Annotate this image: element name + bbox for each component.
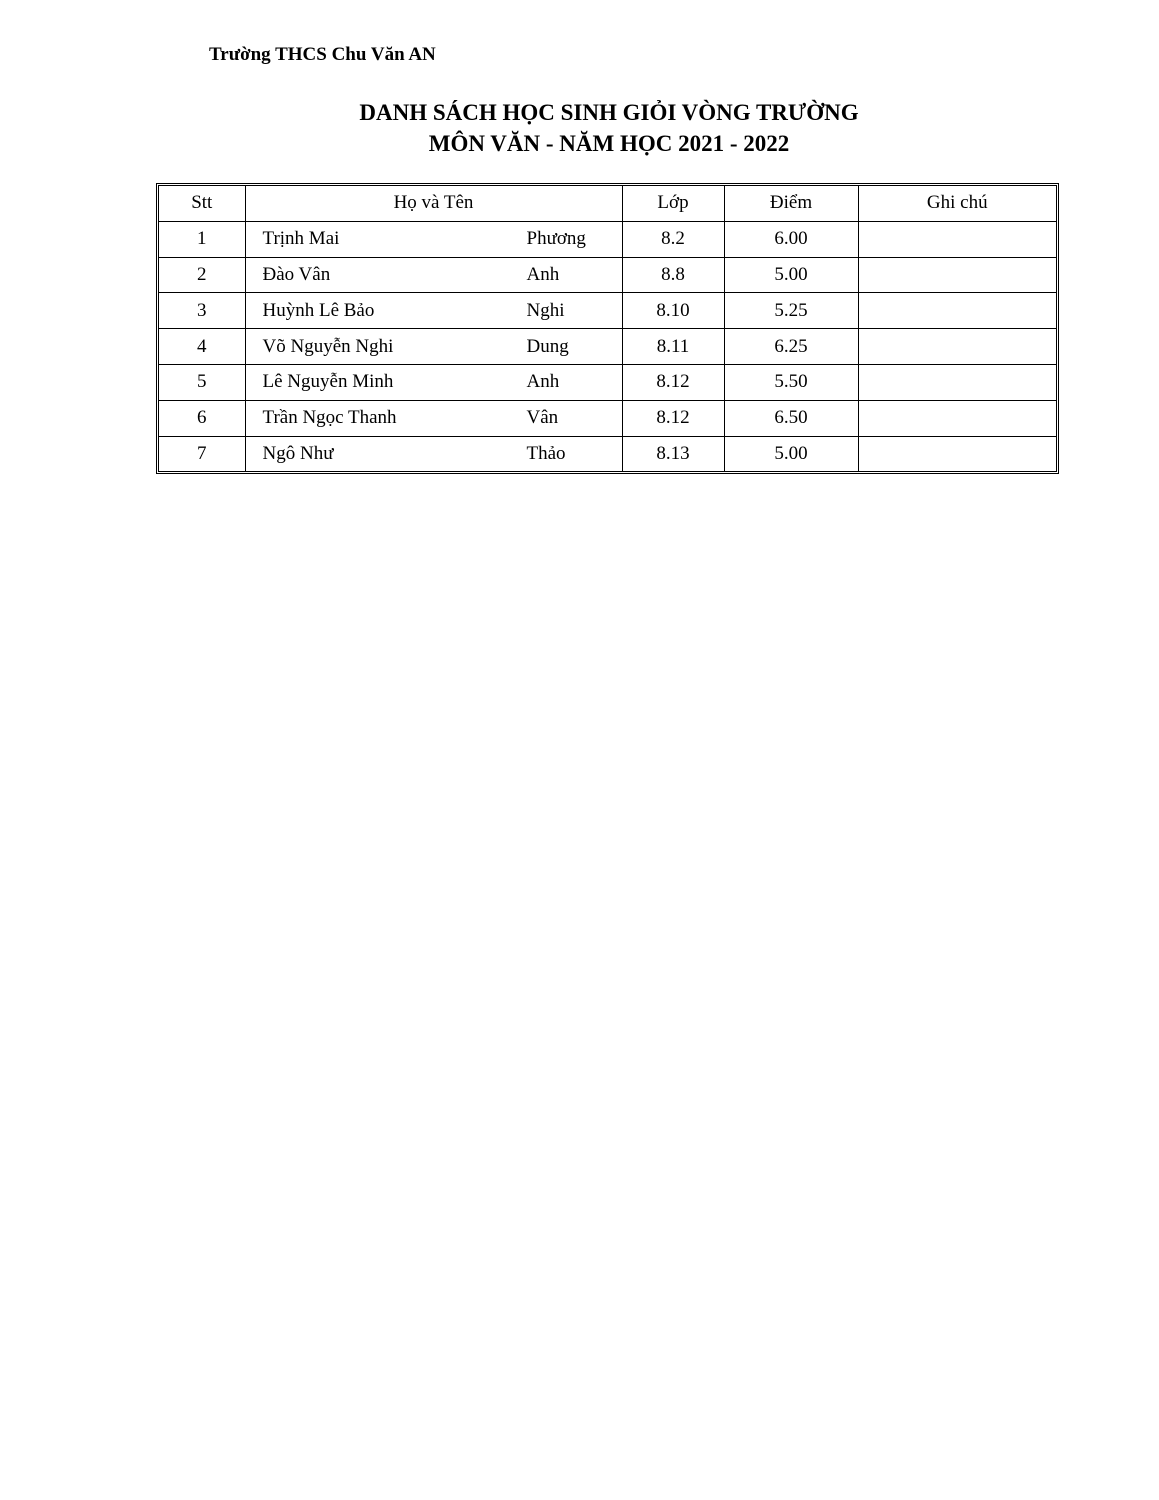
- stt-cell: 5: [159, 364, 245, 400]
- name-cell: [245, 364, 622, 400]
- name-cell: [245, 257, 622, 293]
- given-name: Vân: [526, 407, 559, 429]
- class-cell: 8.2: [622, 221, 724, 257]
- school-name: Trường THCS Chu Văn AN: [209, 44, 436, 65]
- family-name: Huỳnh Lê Bảo: [262, 299, 375, 321]
- given-name: Anh: [526, 371, 560, 393]
- stt-cell: 3: [159, 293, 245, 329]
- score-cell: 6.00: [724, 221, 858, 257]
- score-cell: 6.50: [724, 400, 858, 436]
- note-cell: [858, 221, 1056, 257]
- name-cell: [245, 293, 622, 329]
- column-header-stt: Stt: [159, 186, 245, 221]
- class-cell: 8.13: [622, 436, 724, 471]
- note-cell: [858, 400, 1056, 436]
- table-header-row: [159, 186, 1056, 221]
- table-row: [159, 329, 1056, 365]
- document-title: DANH SÁCH HỌC SINH GIỎI VÒNG TRƯỜNG: [359, 100, 859, 125]
- table-row: [159, 221, 1056, 257]
- table-row: [159, 293, 1056, 329]
- name-cell: [245, 400, 622, 436]
- name-cell: [245, 329, 622, 365]
- score-cell: 5.50: [724, 364, 858, 400]
- given-name: Phương: [526, 228, 586, 250]
- note-cell: [858, 329, 1056, 365]
- stt-cell: 1: [159, 221, 245, 257]
- table: [159, 186, 1056, 471]
- stt-cell: 4: [159, 329, 245, 365]
- score-cell: 5.00: [724, 436, 858, 471]
- class-cell: 8.10: [622, 293, 724, 329]
- table-row: [159, 436, 1056, 471]
- given-name: Nghi: [526, 299, 565, 321]
- family-name: Ngô Như: [262, 442, 334, 464]
- table-row: [159, 400, 1056, 436]
- family-name: Võ Nguyễn Nghi: [262, 335, 394, 357]
- stt-cell: 6: [159, 400, 245, 436]
- class-cell: 8.12: [622, 364, 724, 400]
- student-list-table: [156, 183, 1059, 474]
- note-cell: [858, 293, 1056, 329]
- class-cell: 8.12: [622, 400, 724, 436]
- column-header-class: Lớp: [622, 186, 724, 221]
- given-name: Thảo: [526, 442, 566, 464]
- stt-cell: 7: [159, 436, 245, 471]
- family-name: Trịnh Mai: [262, 228, 340, 250]
- given-name: Dung: [526, 335, 569, 357]
- name-cell: [245, 436, 622, 471]
- family-name: Lê Nguyễn Minh: [262, 371, 394, 393]
- note-cell: [858, 436, 1056, 471]
- class-cell: 8.8: [622, 257, 724, 293]
- column-header-name: Họ và Tên: [245, 186, 622, 221]
- note-cell: [858, 257, 1056, 293]
- score-cell: 6.25: [724, 329, 858, 365]
- class-cell: 8.11: [622, 329, 724, 365]
- note-cell: [858, 364, 1056, 400]
- given-name: Anh: [526, 263, 560, 285]
- column-header-note: Ghi chú: [858, 186, 1056, 221]
- score-cell: 5.25: [724, 293, 858, 329]
- score-cell: 5.00: [724, 257, 858, 293]
- name-cell: [245, 221, 622, 257]
- table-row: [159, 364, 1056, 400]
- table-row: [159, 257, 1056, 293]
- stt-cell: 2: [159, 257, 245, 293]
- document-subtitle: MÔN VĂN - NĂM HỌC 2021 - 2022: [428, 131, 790, 156]
- column-header-score: Điểm: [724, 186, 858, 221]
- family-name: Đào Vân: [262, 263, 331, 285]
- family-name: Trần Ngọc Thanh: [262, 407, 397, 429]
